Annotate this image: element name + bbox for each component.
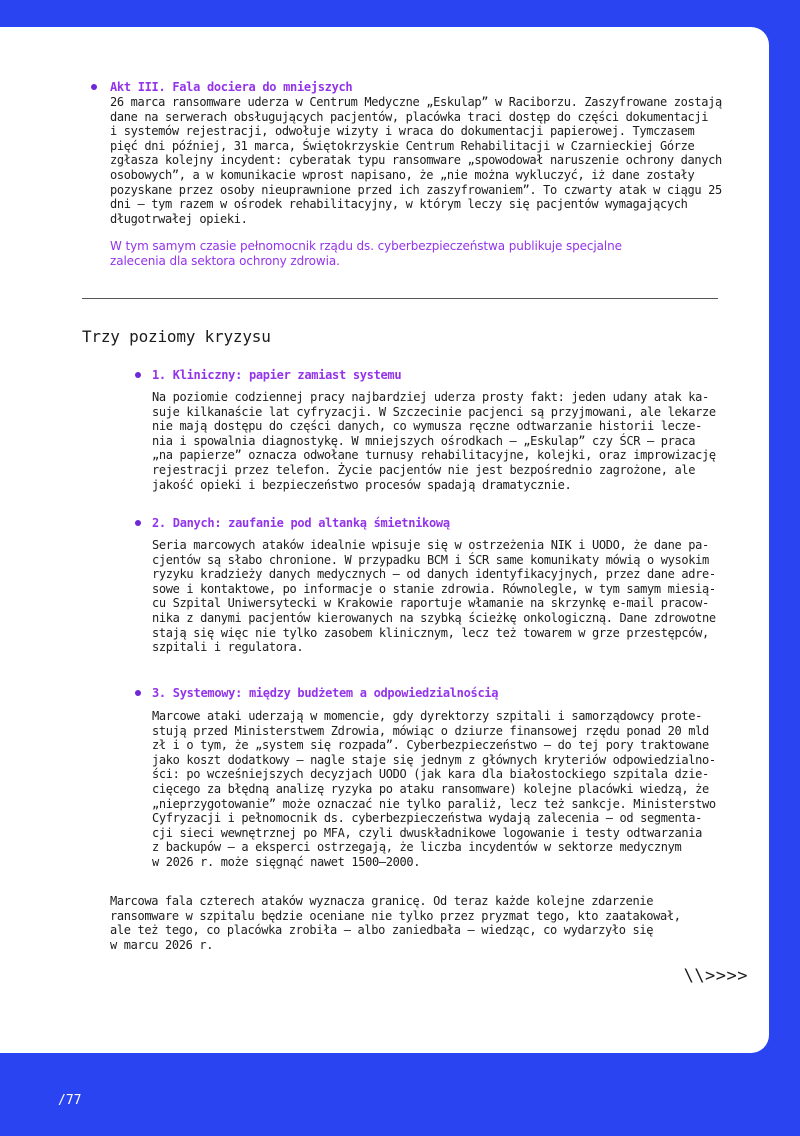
level-2-body: Seria marcowych ataków idealnie wpisuje się w ostrzeżenia NIK i UODO, że dane pa- cjentów są słabo chronione. W przypadku BCM i ŚCR same komunikaty mówią o wysokim ryzyku kradzieży danych medycznych — od danych identyfikacyjnych, przez dane adre- sowe i kontaktowe, po informacje o stanie zdrowia. Równolegle, w tym samym miesią- cu Szpital Uniwersytecki w Krakowie raportuje włamanie na skrzynkę e-mail pracow- nika z danymi pacjentów kierowanych na szybką ścieżkę onkologiczną. Dane zdrowotne stają się więc nie tylko zasobem klinicznym, lecz też towarem w grze przestępców, szpitali i regulatora. bbox=[152, 538, 716, 655]
level-1-body: Na poziomie codziennej pracy najbardziej uderza prosty fakt: jeden udany atak ka- suje kilkanaście lat cyfryzacji. W Szczecinie pacjenci są przyjmowani, ale lekarze nie mają dostępu do części danych, co wymusza ręczne odtwarzanie historii lecze- nia i spowalnia diagnostykę. W mniejszych ośrodkach — „Eskulap” czy ŚCR — praca „na papierze” oznacza odwołane turnusy rehabilitacyjne, kolejki, oraz improwizację rejestracji przez telefon. Życie pacjentów nie jest bezpośrednio zagrożone, ale jakość opieki i bezpieczeństwo procesów spadają dramatycznie. bbox=[152, 390, 716, 492]
act-note: W tym samym czasie pełnomocnik rządu ds. cyberbezpieczeństwa publikuje specjalne zalecenia dla sektora ochrony zdrowia. bbox=[110, 239, 622, 268]
continue-marker: \\>>>> bbox=[683, 966, 748, 986]
section-title: Trzy poziomy kryzysu bbox=[82, 327, 271, 346]
closing-paragraph: Marcowa fala czterech ataków wyznacza granicę. Od teraz każde kolejne zdarzenie ransomware w szpitalu będzie oceniane nie tylko przez pryzmat tego, kto zaatakował, ale też tego, co placówka zrobiła — albo zaniedbała — wiedząc, co wydarzyło się w marcu 2026 r. bbox=[110, 894, 681, 952]
bullet-icon bbox=[135, 372, 141, 378]
level-1-heading: 1. Kliniczny: papier zamiast systemu bbox=[152, 368, 402, 382]
act-title: Akt III. Fala dociera do mniejszych bbox=[110, 80, 353, 94]
level-2-heading: 2. Danych: zaufanie pod altanką śmietnikową bbox=[152, 516, 450, 530]
level-3-body: Marcowe ataki uderzają w momencie, gdy dyrektorzy szpitali i samorządowcy prote- stują przed Ministerstwem Zdrowia, mówiąc o dziurze finansowej rzędu ponad 20 mld zł i o tym, że „system się rozpada”. Cyberbezpieczeństwo — do tej pory traktowane jako koszt dodatkowy — nagle staje się jednym z głównych kryteriów odpowiedzialno- ści: po wcześniejszych decyzjach UODO (jak kara dla białostockiego szpitala dzie- cięcego za błędną analizę ryzyka po ataku ransomware) kolejne placówki wiedzą, że „nieprzygotowanie” może oznaczać nie tylko paraliż, lecz też sankcje. Ministerstwo Cyfryzacji i pełnomocnik ds. cyberbezpieczeństwa wydają zalecenia — od segmenta- cji sieci wewnętrznej po MFA, czyli dwuskładnikowe logowanie i testy odtwarzania z backupów — a eksperci ostrzegają, że liczba incydentów w sektorze medycznym w 2026 r. może sięgnąć nawet 1500–2000. bbox=[152, 709, 716, 869]
page-number: /77 bbox=[58, 1093, 82, 1108]
level-3-heading: 3. Systemowy: między budżetem a odpowiedzialnością bbox=[152, 686, 499, 700]
section-divider bbox=[82, 298, 718, 299]
act-body: 26 marca ransomware uderza w Centrum Medyczne „Eskulap” w Raciborzu. Zaszyfrowane zostają dane na serwerach obsługujących pacjentów, placówka traci dostęp do części dokumentacji i systemów rejestracji, odwołuje wizyty i wraca do dokumentacji papierowej. Tymczasem pięć dni później, 31 marca, Świętokrzyskie Centrum Rehabilitacji w Czarnieckiej Górze zgłasza kolejny incydent: cyberatak typu ransomware „spowodował naruszenie ochrony danych osobowych”, a w komunikacie wprost napisano, że „nie można wykluczyć, iż dane zostały pozyskane przez osoby nieuprawnione przed ich zaszyfrowaniem”. To czwarty atak w ciągu 25 dni — tym razem w ośrodek rehabilitacyjny, w którym leczy się pacjentów wymagających długotrwałej opieki. bbox=[110, 95, 722, 226]
bullet-icon bbox=[135, 690, 141, 696]
bullet-icon bbox=[91, 84, 97, 90]
bullet-icon bbox=[135, 520, 141, 526]
